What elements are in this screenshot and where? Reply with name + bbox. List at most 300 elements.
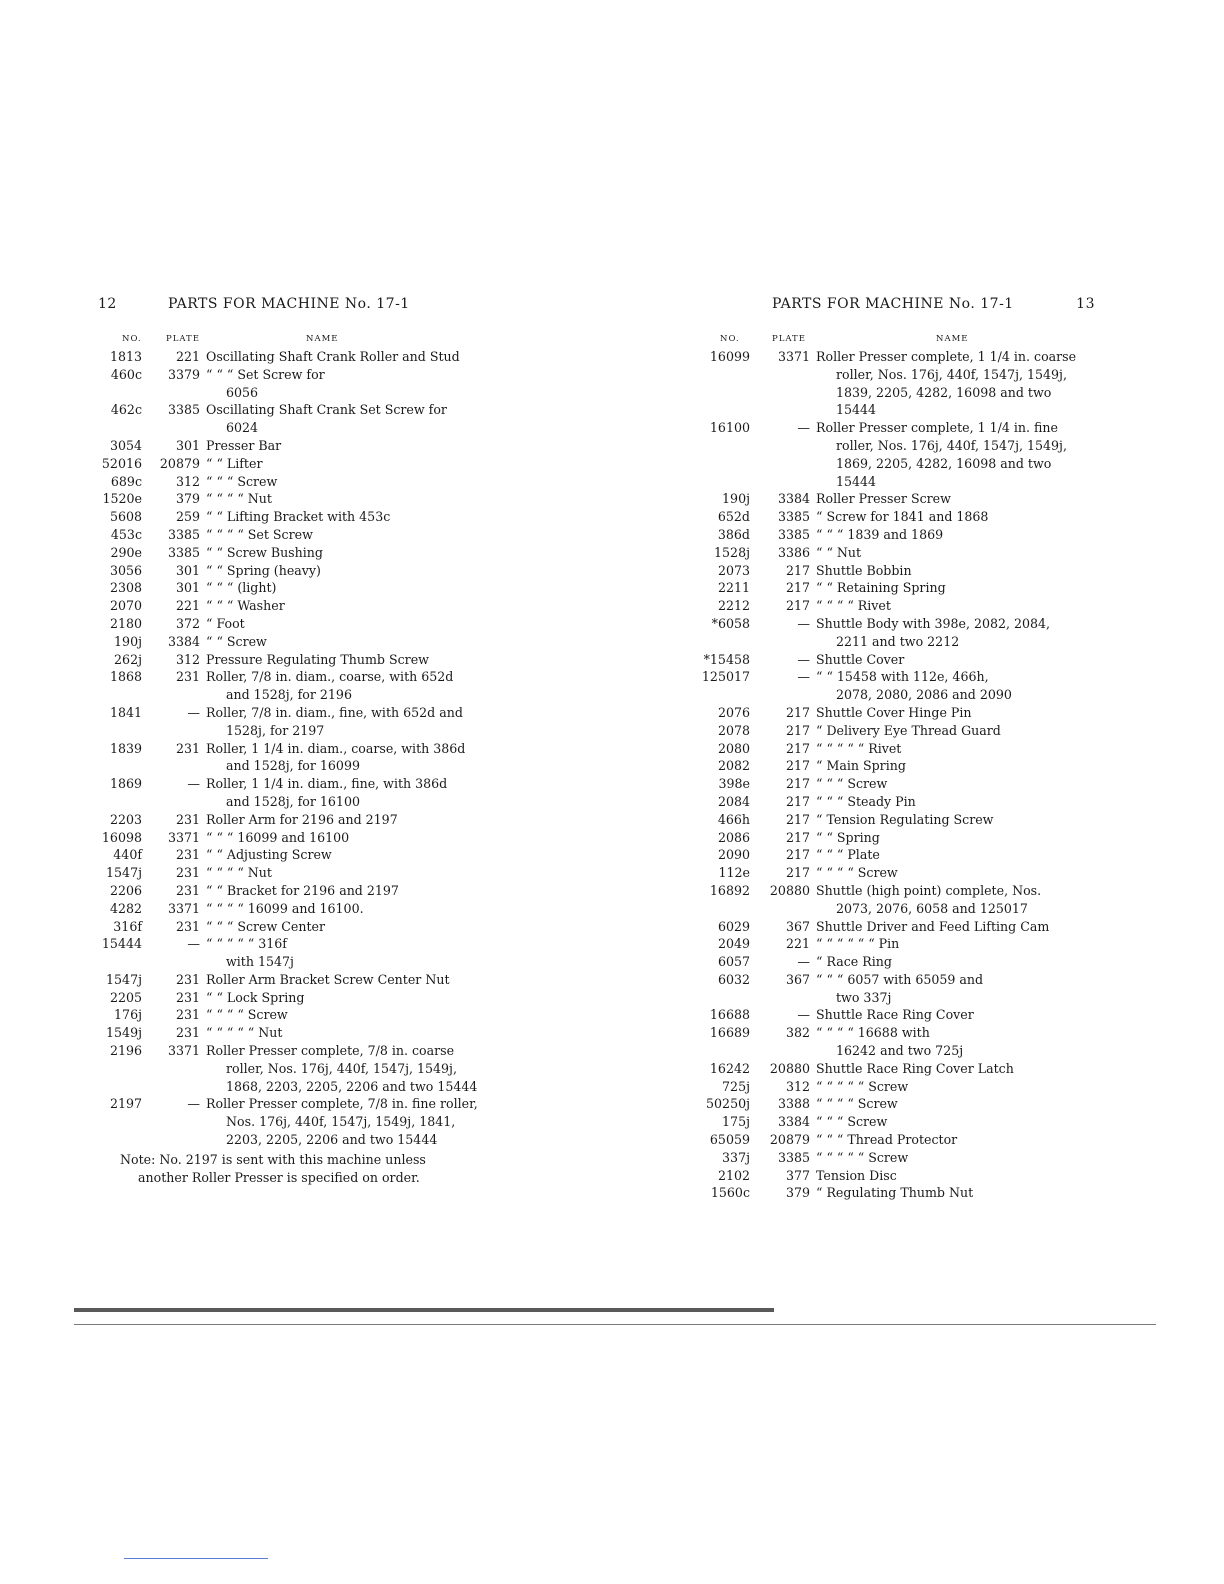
table-row <box>98 918 490 936</box>
part-name-line: “ “ Spring (heavy) <box>206 562 321 578</box>
part-number: 5608 <box>109 509 142 525</box>
part-name-line: “ “ Adjusting Screw <box>206 847 332 863</box>
plate-number: 221 <box>785 936 810 952</box>
part-name-line: “ “ “ Washer <box>206 598 285 614</box>
table-row <box>700 811 1095 829</box>
plate-number: 301 <box>175 437 200 453</box>
part-number: 3054 <box>109 437 142 453</box>
part-number: 2196 <box>109 1043 142 1059</box>
part-name <box>816 829 1095 847</box>
part-number: 3056 <box>109 562 142 578</box>
plate-number: — <box>797 669 810 685</box>
part-name-line: “ “ “ Screw <box>816 1114 888 1130</box>
table-row <box>700 1149 1095 1167</box>
plate-number: 231 <box>175 989 200 1005</box>
table-row <box>700 1113 1095 1131</box>
part-number: 453c <box>110 526 142 542</box>
part-name-line: “ Foot <box>206 615 245 631</box>
table-row <box>98 562 490 580</box>
plate-number: 3388 <box>777 1096 810 1112</box>
part-name <box>206 455 490 473</box>
scan-artifact-line <box>74 1308 774 1312</box>
plate-number: 217 <box>785 758 810 774</box>
table-row <box>700 935 1095 953</box>
part-name <box>816 597 1095 615</box>
part-name-line: “ “ “ Thread Protector <box>816 1132 958 1148</box>
part-number: 4282 <box>109 900 142 916</box>
part-number: 1547j <box>106 865 142 881</box>
right-page-header <box>700 296 1095 320</box>
part-name-line: “ “ “ “ Screw <box>816 1096 898 1112</box>
table-row <box>700 775 1095 793</box>
plate-number: 217 <box>785 847 810 863</box>
table-row <box>700 864 1095 882</box>
part-number: 262j <box>114 651 142 667</box>
part-name-line: “ “ “ “ “ Rivet <box>816 740 902 756</box>
left-page <box>98 296 490 1187</box>
part-name-line: “ Regulating Thumb Nut <box>816 1185 974 1201</box>
part-name <box>816 562 1095 580</box>
part-name <box>206 437 490 455</box>
part-number: 16099 <box>709 349 750 364</box>
table-row <box>700 615 1095 651</box>
part-name <box>206 1042 490 1095</box>
plate-number: 217 <box>785 722 810 738</box>
page-number: 13 <box>1076 296 1095 312</box>
plate-number: 312 <box>175 651 200 667</box>
left-page-header <box>98 296 490 320</box>
column-header-name: NAME <box>306 334 339 344</box>
table-row <box>98 651 490 669</box>
part-name <box>206 633 490 651</box>
part-number: 2205 <box>109 989 142 1005</box>
table-row <box>98 401 490 437</box>
table-row <box>700 1095 1095 1113</box>
table-row <box>98 508 490 526</box>
table-row <box>98 882 490 900</box>
column-header-plate: PLATE <box>166 334 200 344</box>
table-row <box>700 1024 1095 1060</box>
plate-number: 379 <box>785 1185 810 1201</box>
part-name <box>206 846 490 864</box>
part-number: 176j <box>114 1007 142 1023</box>
column-header-name: NAME <box>936 334 969 344</box>
column-header-no: NO. <box>122 334 142 344</box>
part-name <box>816 1131 1095 1149</box>
part-name <box>816 793 1095 811</box>
part-number: 2076 <box>717 704 750 720</box>
part-name <box>816 419 1095 490</box>
part-name <box>816 615 1095 651</box>
part-name <box>206 864 490 882</box>
part-number: 52016 <box>101 455 142 471</box>
part-number: 16242 <box>709 1060 750 1076</box>
table-row <box>700 348 1095 419</box>
part-name <box>206 508 490 526</box>
part-name-line: “ “ “ 6057 with 65059 and <box>816 971 984 987</box>
table-row <box>98 633 490 651</box>
plate-number: 3384 <box>777 1114 810 1130</box>
part-name <box>206 1006 490 1024</box>
part-name <box>816 1095 1095 1113</box>
part-name <box>816 811 1095 829</box>
plate-number: 259 <box>175 509 200 525</box>
part-number: 2203 <box>109 811 142 827</box>
table-row <box>98 900 490 918</box>
plate-number: 231 <box>175 971 200 987</box>
table-row <box>98 811 490 829</box>
part-name <box>206 882 490 900</box>
part-name-line: Roller Presser Screw <box>816 491 951 507</box>
plate-number: 217 <box>785 598 810 614</box>
part-name-line: Roller, 1 1/4 in. diam., fine, with 386d <box>206 776 448 792</box>
part-name-line: “ “ “ “ “ Screw <box>816 1078 909 1094</box>
table-row <box>700 882 1095 918</box>
table-row <box>700 419 1095 490</box>
part-name-line: “ “ “ “ “ “ Pin <box>816 936 900 952</box>
part-number: 50250j <box>706 1096 750 1112</box>
part-name <box>816 490 1095 508</box>
part-name <box>206 651 490 669</box>
plate-number: 3386 <box>777 544 810 560</box>
part-number: 2308 <box>109 580 142 596</box>
right-page <box>700 296 1095 1202</box>
table-row <box>700 544 1095 562</box>
part-name-line: Oscillating Shaft Crank Set Screw for <box>206 402 447 418</box>
part-name <box>816 953 1095 971</box>
part-name-line: Presser Bar <box>206 437 282 453</box>
part-name-line: Shuttle Cover <box>816 651 905 667</box>
note-line: another Roller Presser is specified on order. <box>138 1169 420 1185</box>
link-underline <box>124 1558 268 1559</box>
part-name <box>206 579 490 597</box>
part-name-line: Roller Presser complete, 7/8 in. fine roller, <box>206 1096 478 1112</box>
plate-number: 301 <box>175 562 200 578</box>
part-name <box>206 366 490 402</box>
part-name-line: Shuttle Body with 398e, 2082, 2084, <box>816 615 1051 631</box>
part-name <box>206 668 490 704</box>
part-name-line: “ “ “ “ “ Nut <box>206 1025 283 1041</box>
part-name-line: Roller, 1 1/4 in. diam., coarse, with 386d <box>206 740 466 756</box>
part-name <box>206 562 490 580</box>
plate-number: 231 <box>175 1007 200 1023</box>
part-number: 6057 <box>717 954 750 970</box>
part-number: 1868 <box>109 669 142 685</box>
part-name-continuation: with 1547j <box>226 954 294 970</box>
plate-number: 231 <box>175 669 200 685</box>
table-row <box>700 562 1095 580</box>
plate-number: 231 <box>175 882 200 898</box>
table-row <box>98 864 490 882</box>
table-row <box>98 437 490 455</box>
part-name-continuation: and 1528j, for 16100 <box>226 793 360 809</box>
plate-number: 367 <box>785 971 810 987</box>
part-number: 125017 <box>701 669 750 685</box>
part-name-line: “ “ “ Screw Center <box>206 918 325 934</box>
table-row <box>98 1095 490 1148</box>
plate-number: 3385 <box>167 526 200 542</box>
part-name <box>206 597 490 615</box>
column-headers <box>700 334 1095 348</box>
part-number: 1560c <box>710 1185 750 1201</box>
part-name <box>816 918 1095 936</box>
part-name <box>206 473 490 491</box>
part-name-continuation: roller, Nos. 176j, 440f, 1547j, 1549j, 1868, 2203, 2205, 2206 and two 15444 <box>226 1060 478 1094</box>
table-row <box>700 668 1095 704</box>
part-name <box>816 526 1095 544</box>
part-name-line: “ “ Screw Bushing <box>206 544 323 560</box>
part-name <box>816 1184 1095 1202</box>
part-name <box>206 935 490 971</box>
part-name <box>816 348 1095 419</box>
part-number: 466h <box>717 811 750 827</box>
part-name <box>816 1024 1095 1060</box>
plate-number: 372 <box>175 615 200 631</box>
part-name-line: “ “ Spring <box>816 829 880 845</box>
part-name <box>816 1078 1095 1096</box>
part-number: 2049 <box>717 936 750 952</box>
part-name <box>206 526 490 544</box>
part-name <box>206 615 490 633</box>
parts-list <box>700 348 1095 1202</box>
part-name <box>816 882 1095 918</box>
part-number: 652d <box>717 509 750 525</box>
part-number: 1520e <box>102 491 142 507</box>
part-name-line: “ “ “ “ “ Screw <box>816 1149 909 1165</box>
part-name-continuation: 1528j, for 2197 <box>226 722 325 738</box>
part-name-line: “ “ “ Steady Pin <box>816 793 916 809</box>
plate-number: 3385 <box>777 526 810 542</box>
column-header-plate: PLATE <box>772 334 806 344</box>
table-row <box>700 526 1095 544</box>
table-row <box>700 757 1095 775</box>
page-title: PARTS FOR MACHINE No. 17-1 <box>772 296 1014 312</box>
part-name <box>816 1167 1095 1185</box>
table-row <box>98 348 490 366</box>
table-row <box>700 508 1095 526</box>
plate-number: — <box>797 651 810 667</box>
part-number: 2197 <box>109 1096 142 1112</box>
part-name-line: “ “ Screw <box>206 633 267 649</box>
page-title: PARTS FOR MACHINE No. 17-1 <box>168 296 410 312</box>
part-name <box>206 544 490 562</box>
part-number: 2086 <box>717 829 750 845</box>
part-name-continuation: and 1528j, for 2196 <box>226 687 352 703</box>
table-row <box>98 846 490 864</box>
table-row <box>98 1006 490 1024</box>
part-name-line: “ “ “ “ 16099 and 16100. <box>206 900 364 916</box>
part-name <box>206 490 490 508</box>
part-name <box>206 1095 490 1148</box>
plate-number: 3385 <box>167 544 200 560</box>
part-name <box>206 704 490 740</box>
plate-number: 20879 <box>769 1132 810 1148</box>
plate-number: 231 <box>175 1025 200 1041</box>
part-name-line: “ “ “ Screw <box>206 473 278 489</box>
table-row <box>700 1167 1095 1185</box>
part-number: 2082 <box>717 758 750 774</box>
part-number: 6032 <box>717 971 750 987</box>
part-number: 2206 <box>109 882 142 898</box>
part-name-continuation: 2073, 2076, 6058 and 125017 <box>836 900 1028 916</box>
part-name <box>816 846 1095 864</box>
part-name-line: “ Tension Regulating Screw <box>816 811 994 827</box>
table-row <box>98 544 490 562</box>
table-row <box>700 651 1095 669</box>
part-name-line: Shuttle Race Ring Cover Latch <box>816 1060 1014 1076</box>
part-number: 15444 <box>101 936 142 952</box>
part-number: 2073 <box>717 562 750 578</box>
part-name-line: “ “ “ “ 16688 with <box>816 1025 930 1041</box>
table-row <box>98 366 490 402</box>
part-name-line: Roller, 7/8 in. diam., fine, with 652d and <box>206 704 463 720</box>
plate-number: 217 <box>785 811 810 827</box>
part-name <box>206 740 490 776</box>
part-number: 2090 <box>717 847 750 863</box>
part-name-line: Shuttle Race Ring Cover <box>816 1007 974 1023</box>
part-number: 2180 <box>109 615 142 631</box>
table-row <box>98 526 490 544</box>
page-number: 12 <box>98 296 117 312</box>
part-name <box>816 1006 1095 1024</box>
plate-number: 377 <box>785 1167 810 1183</box>
part-number: 1839 <box>109 740 142 756</box>
part-name <box>206 811 490 829</box>
part-number: 1813 <box>109 349 142 364</box>
part-name <box>816 1149 1095 1167</box>
table-row <box>700 597 1095 615</box>
table-row <box>98 971 490 989</box>
part-number: 290e <box>110 544 142 560</box>
plate-number: 217 <box>785 776 810 792</box>
part-name-line: “ Race Ring <box>816 954 892 970</box>
part-name-line: “ “ Retaining Spring <box>816 580 946 596</box>
part-number: 65059 <box>709 1132 750 1148</box>
part-name <box>206 775 490 811</box>
part-name-line: Roller Presser complete, 1 1/4 in. coarse <box>816 349 1077 364</box>
plate-number: 3385 <box>167 402 200 418</box>
part-number: 1528j <box>714 544 750 560</box>
part-name-continuation: 2211 and two 2212 <box>836 633 960 649</box>
part-name-line: Shuttle Driver and Feed Lifting Cam <box>816 918 1050 934</box>
table-row <box>98 829 490 847</box>
table-row <box>700 1006 1095 1024</box>
table-row <box>700 1131 1095 1149</box>
part-name-line: Shuttle (high point) complete, Nos. <box>816 882 1042 898</box>
part-name-continuation: 6056 <box>226 384 259 400</box>
table-row <box>98 668 490 704</box>
table-row <box>700 1184 1095 1202</box>
part-name-line: Tension Disc <box>816 1167 897 1183</box>
part-name-line: Roller Presser complete, 1 1/4 in. fine <box>816 420 1058 436</box>
table-row <box>98 490 490 508</box>
part-number: 16892 <box>709 882 750 898</box>
part-name-continuation: 2078, 2080, 2086 and 2090 <box>836 687 1012 703</box>
plate-number: 3371 <box>167 829 200 845</box>
part-number: 112e <box>718 865 750 881</box>
part-name <box>206 918 490 936</box>
table-row <box>700 793 1095 811</box>
table-row <box>98 1024 490 1042</box>
part-name <box>206 1024 490 1042</box>
part-name-line: “ “ Lock Spring <box>206 989 305 1005</box>
plate-number: — <box>797 1007 810 1023</box>
plate-number: 231 <box>175 865 200 881</box>
part-name <box>816 775 1095 793</box>
part-number: 2102 <box>717 1167 750 1183</box>
part-name-line: “ “ “ “ Set Screw <box>206 526 313 542</box>
part-number: 386d <box>717 526 750 542</box>
part-name <box>816 544 1095 562</box>
part-number: 2211 <box>717 580 750 596</box>
part-name-line: Roller, 7/8 in. diam., coarse, with 652d <box>206 669 454 685</box>
part-number: 1549j <box>106 1025 142 1041</box>
plate-number: 217 <box>785 562 810 578</box>
plate-number: 367 <box>785 918 810 934</box>
part-number: 6029 <box>717 918 750 934</box>
part-number: 2080 <box>717 740 750 756</box>
part-number: 190j <box>114 633 142 649</box>
part-name <box>816 704 1095 722</box>
table-row <box>700 918 1095 936</box>
part-name-line: “ “ “ Set Screw for <box>206 366 325 382</box>
plate-number: — <box>187 776 200 792</box>
table-row <box>700 971 1095 1007</box>
part-name-line: Roller Presser complete, 7/8 in. coarse <box>206 1043 455 1059</box>
part-name <box>816 864 1095 882</box>
part-number: *15458 <box>703 651 750 667</box>
table-row <box>700 740 1095 758</box>
part-name-line: “ “ 15458 with 112e, 466h, <box>816 669 989 685</box>
part-name-line: “ “ Lifting Bracket with 453c <box>206 509 391 525</box>
part-number: 689c <box>110 473 142 489</box>
part-number: 462c <box>110 402 142 418</box>
part-number: 2084 <box>717 793 750 809</box>
part-number: 460c <box>110 366 142 382</box>
table-row <box>700 704 1095 722</box>
part-name-continuation: 16242 and two 725j <box>836 1043 964 1059</box>
note-line: Note: No. 2197 is sent with this machine unless <box>120 1151 426 1167</box>
part-name <box>816 1060 1095 1078</box>
table-row <box>98 775 490 811</box>
plate-number: 312 <box>785 1078 810 1094</box>
part-name-line: Roller Arm for 2196 and 2197 <box>206 811 398 827</box>
plate-number: 231 <box>175 847 200 863</box>
plate-number: 3385 <box>777 1149 810 1165</box>
part-number: 316f <box>113 918 142 934</box>
plate-number: — <box>797 954 810 970</box>
part-name-line: “ “ “ “ Rivet <box>816 598 891 614</box>
plate-number: 3384 <box>167 633 200 649</box>
plate-number: 382 <box>785 1025 810 1041</box>
table-row <box>98 989 490 1007</box>
scan-artifact-line <box>74 1324 1156 1325</box>
part-name <box>206 829 490 847</box>
part-name <box>206 971 490 989</box>
part-name <box>816 1113 1095 1131</box>
part-name-line: “ “ “ 16099 and 16100 <box>206 829 350 845</box>
part-name-line: “ Screw for 1841 and 1868 <box>816 509 989 525</box>
part-name-continuation: and 1528j, for 16099 <box>226 758 360 774</box>
part-number: 337j <box>722 1149 750 1165</box>
part-name-line: “ “ “ “ Nut <box>206 865 272 881</box>
table-row <box>98 455 490 473</box>
plate-number: 231 <box>175 811 200 827</box>
part-name-line: “ “ “ (light) <box>206 580 277 596</box>
part-name <box>206 401 490 437</box>
part-name-line: “ “ Bracket for 2196 and 2197 <box>206 882 399 898</box>
part-number: 16688 <box>709 1007 750 1023</box>
